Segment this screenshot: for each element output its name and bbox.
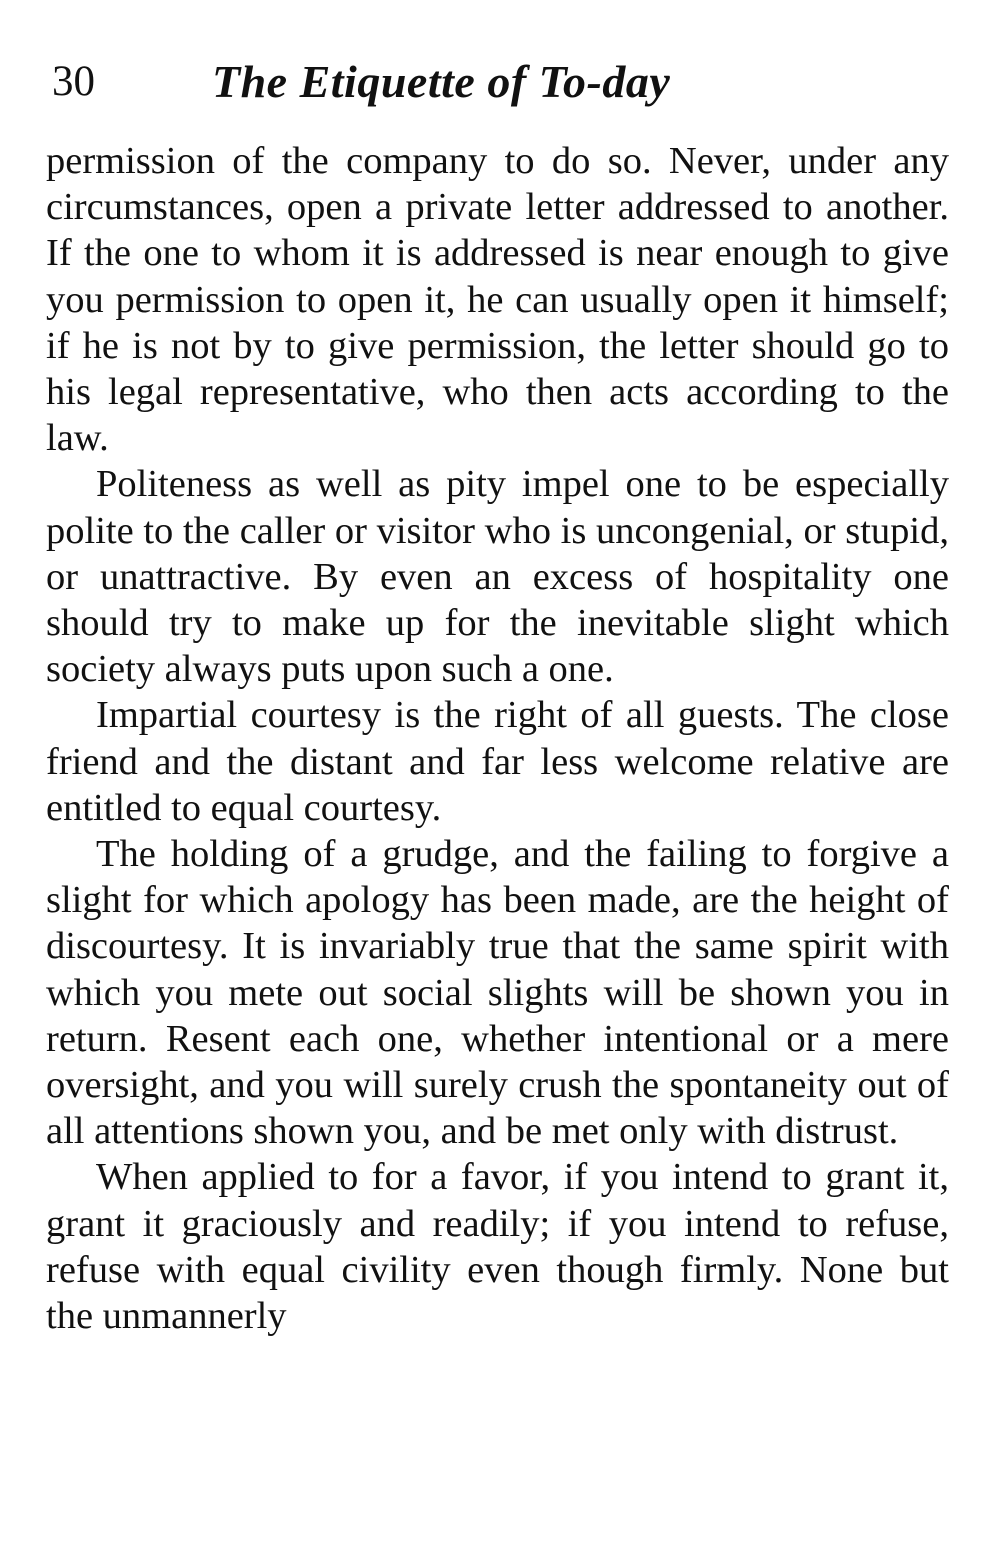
body-text [46,138,949,1339]
paragraph: Impartial courtesy is the right of all guests. The close friend and the distant and far less welcome relative are entitled to equal courtesy. [46,694,949,829]
page-number: 30 [52,58,95,105]
paragraph-continued: permission of the company to do so. Never, under any circumstances, open a private letter addressed to another. If the one to whom it is addressed is near enough to give you permission to open it, he can usually open it himself; if he is not by to give permission, the letter should go to his legal representative, who then acts according to the law. [46,140,949,460]
running-title: The Etiquette of To-day [212,56,671,107]
page-header [52,52,949,112]
paragraph: Politeness as well as pity impel one to be especially polite to the caller or visitor who is uncongenial, or stupid, or unattractive. By even an excess of hospitality one should try to make up for the inevitable slight which society always puts upon such a one. [46,463,949,691]
paragraph: The holding of a grudge, and the failing to forgive a slight for which apology has been made, are the height of discourtesy. It is invariably true that the same spirit with which you mete out social slights will be shown you in return. Resent each one, whether intentional or a mere oversight, and you will surely crush the spontaneity out of all attentions shown you, and be met only with distrust. [46,833,949,1153]
paragraph: When applied to for a favor, if you intend to grant it, grant it graciously and readily; if you intend to refuse, refuse with equal civility even though firmly. None but the unmannerly [46,1156,949,1338]
